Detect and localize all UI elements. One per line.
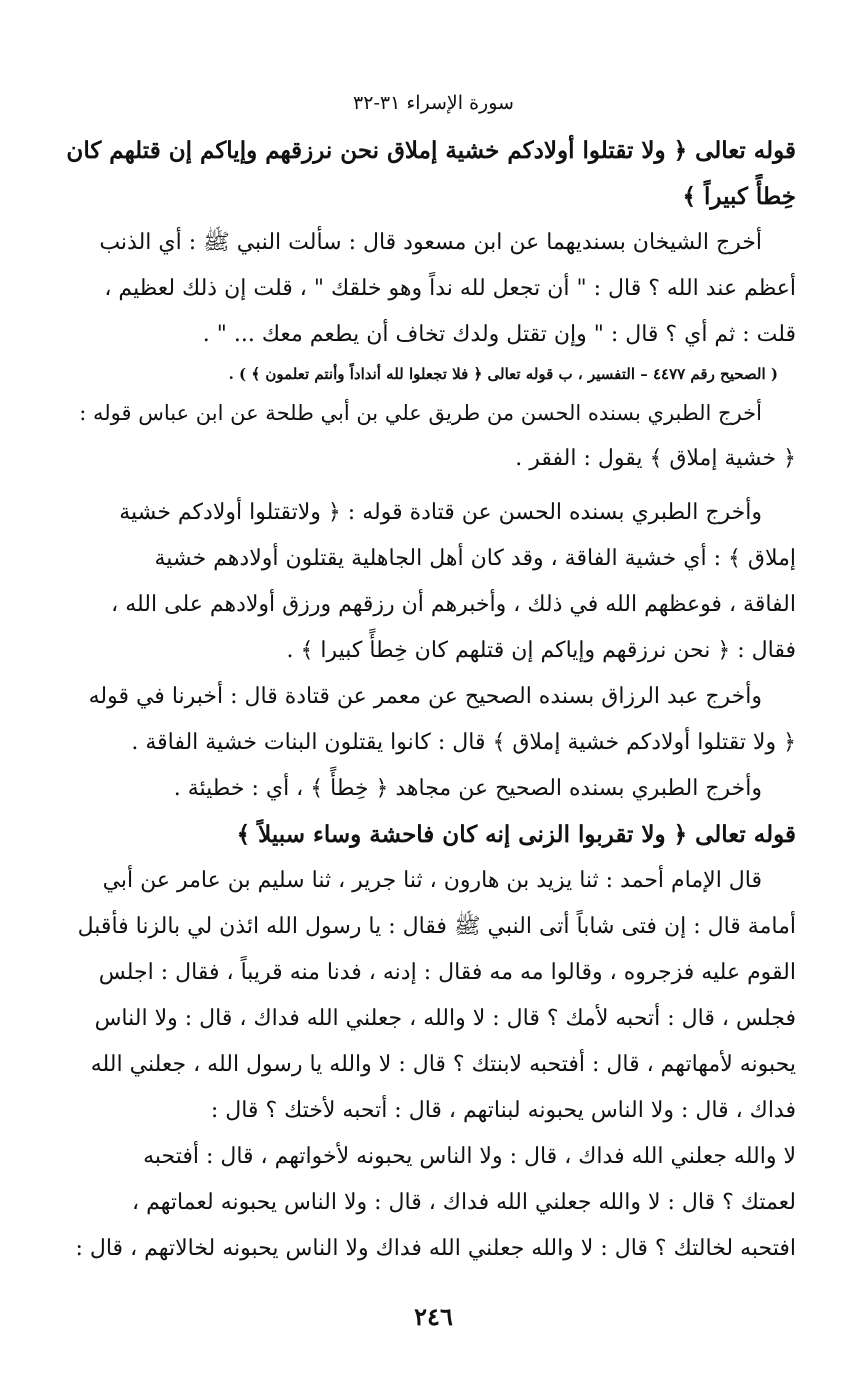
page-body xyxy=(66,128,796,1272)
text-line: فداك ، قال : ولا الناس يحبونه لبناتهم ، قال : أتحبه لأختك ؟ قال : xyxy=(210,1098,796,1123)
text-line: وأخرج عبد الرزاق بسنده الصحيح عن معمر عن قتادة قال : أخبرنا في قوله xyxy=(88,684,762,709)
text-line: وأخرج الطبري بسنده الصحيح عن مجاهد ﴿ خِطأً ﴾ ، أي : خطيئة . xyxy=(173,776,762,801)
text-line: ﴿ خشية إملاق ﴾ يقول : الفقر . xyxy=(515,446,796,471)
paragraph-gap xyxy=(66,482,796,490)
verse-heading-line: خِطأً كبيراً ﴾ xyxy=(682,183,796,210)
text-line: قال الإمام أحمد : ثنا يزيد بن هارون ، ثنا جرير ، ثنا سليم بن عامر عن أبي xyxy=(102,868,762,893)
page-number: ٢٤٦ xyxy=(414,1302,453,1331)
running-header: سورة الإسراء ٣١-٣٢ xyxy=(353,92,514,114)
text-line: فقال : ﴿ نحن نرزقهم وإياكم إن قتلهم كان خِطأً كبيرا ﴾ . xyxy=(286,638,796,663)
text-line: أخرج الشيخان بسنديهما عن ابن مسعود قال : سألت النبي ﷺ : أي الذنب xyxy=(99,230,762,255)
text-line: افتحبه لخالتك ؟ قال : لا والله جعلني الله فداك ولا الناس يحبونه لخالاتهم ، قال : xyxy=(75,1236,796,1261)
text-line: لعمتك ؟ قال : لا والله جعلني الله فداك ، قال : ولا الناس يحبونه لعماتهم ، xyxy=(131,1190,796,1215)
text-line: ﴿ ولا تقتلوا أولادكم خشية إملاق ﴾ قال : كانوا يقتلون البنات خشية الفاقة . xyxy=(131,730,796,755)
text-line: الفاقة ، فوعظهم الله في ذلك ، وأخبرهم أن رزقهم ورزق أولادهم على الله ، xyxy=(111,592,796,617)
text-line: فجلس ، قال : أتحبه لأمك ؟ قال : لا والله ، جعلني الله فداك ، قال : ولا الناس xyxy=(94,1006,796,1031)
text-line: وأخرج الطبري بسنده الحسن عن قتادة قوله : ﴿ ولاتقتلوا أولادكم خشية xyxy=(119,500,762,525)
text-line: قلت : ثم أي ؟ قال : " وإن تقتل ولدك تخاف أن يطعم معك ... " . xyxy=(202,322,796,347)
text-line: يحبونه لأمهاتهم ، قال : أفتحبه لابنتك ؟ قال : لا والله يا رسول الله ، جعلني الله xyxy=(90,1052,796,1077)
verse-heading-line: قوله تعالى ﴿ ولا تقربوا الزنى إنه كان فاحشة وساء سبيلاً ﴾ xyxy=(236,821,796,848)
text-line: أخرج الطبري بسنده الحسن من طريق علي بن أبي طلحة عن ابن عباس قوله : xyxy=(79,401,762,425)
text-line: أعظم عند الله ؟ قال : " أن تجعل لله نداً وهو خلقك " ، قلت إن ذلك لعظيم ، xyxy=(104,276,796,301)
text-line: لا والله جعلني الله فداك ، قال : ولا الناس يحبونه لأخواتهم ، قال : أفتحبه xyxy=(143,1144,796,1169)
text-line: القوم عليه فزجروه ، وقالوا مه مه فقال : إدنه ، فدنا منه قريباً ، فقال : اجلس xyxy=(98,960,796,985)
text-line: أمامة قال : إن فتى شاباً أتى النبي ﷺ فقال : يا رسول الله ائذن لي بالزنا فأقبل xyxy=(77,914,796,939)
verse-heading-line: قوله تعالى ﴿ ولا تقتلوا أولادكم خشية إملاق نحن نرزقهم وإياكم إن قتلهم كان xyxy=(66,137,796,164)
text-line: إملاق ﴾ : أي خشية الفاقة ، وقد كان أهل الجاهلية يقتلون أولادهم خشية xyxy=(154,546,796,571)
citation-line: ( الصحيح رقم ٤٤٧٧ – التفسير ، ب قوله تعالى ﴿ فلا تجعلوا لله أنداداً وأنتم تعلمون ﴾ ) . xyxy=(228,365,778,383)
